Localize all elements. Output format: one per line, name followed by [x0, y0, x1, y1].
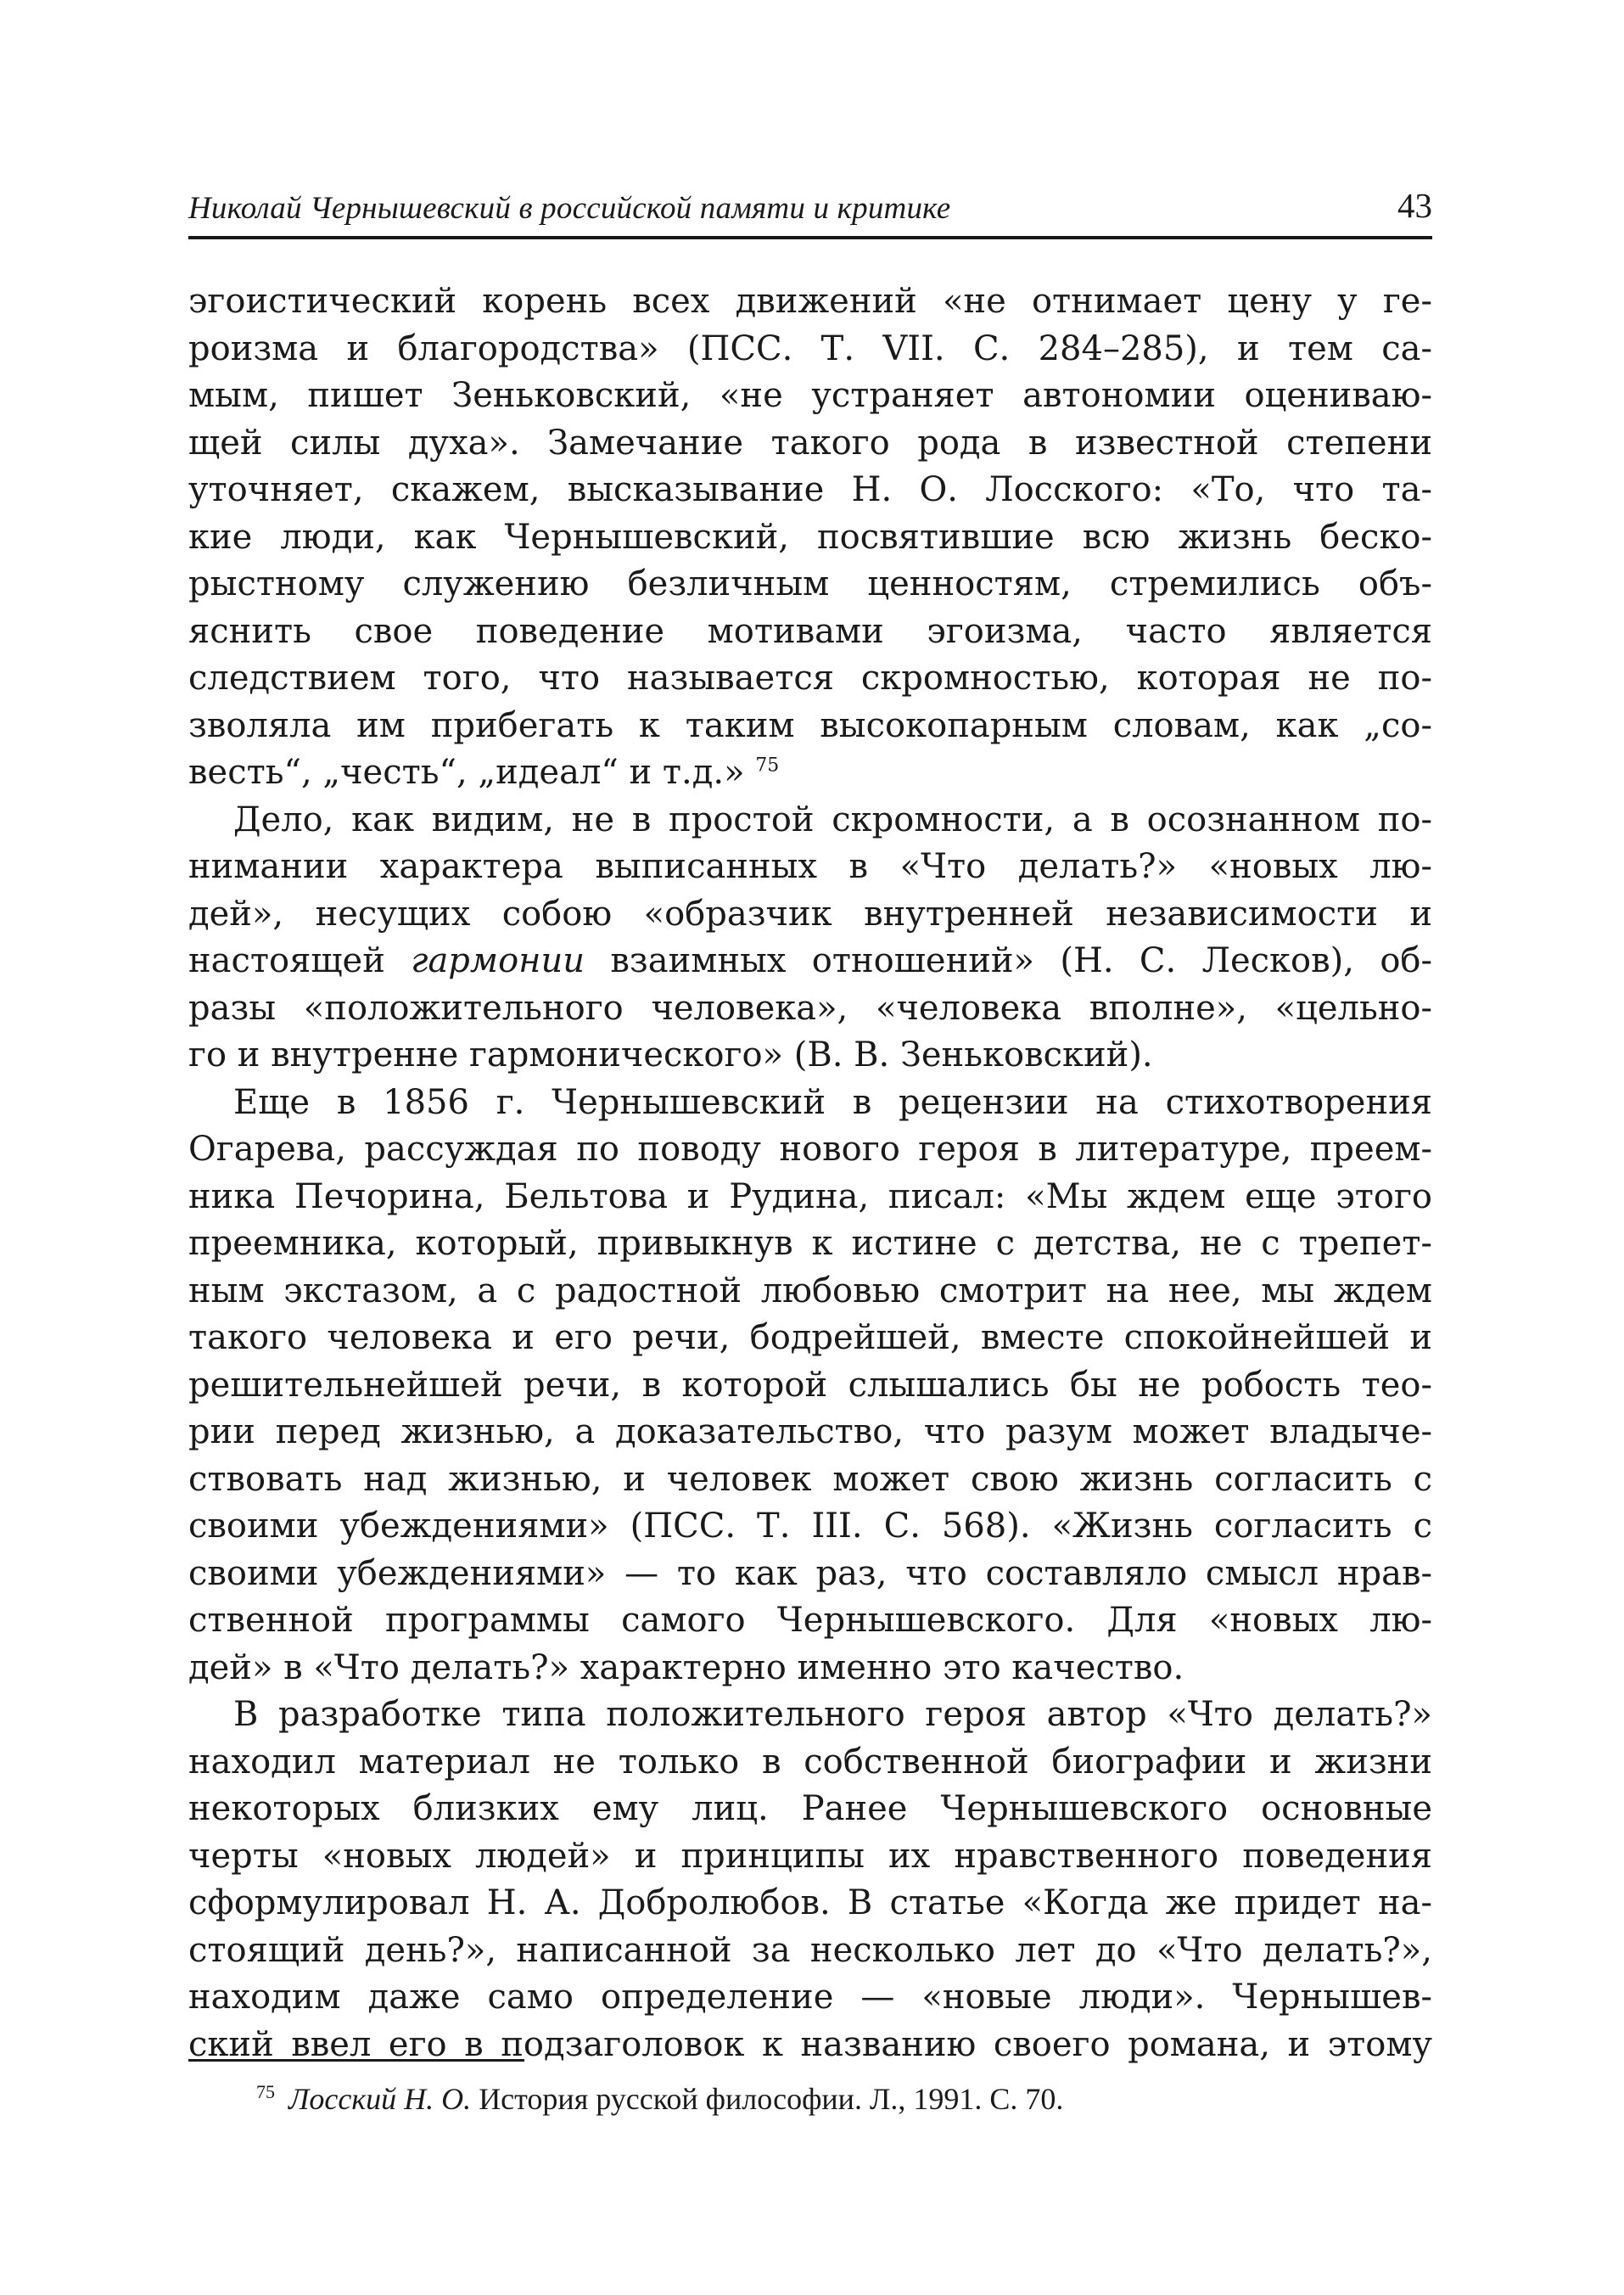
text-line: яснить свое поведение мотивами эгоизма, часто является	[188, 611, 1432, 651]
text-line: Огарева, рассуждая по поводу нового героя в литературе, преем-	[188, 1130, 1432, 1169]
text-line: черты «новых людей» и принципы их нравственного поведения	[188, 1836, 1432, 1876]
paragraph-start: Дело, как видим, не в простой скромности, а в осознанном по-	[233, 800, 1432, 839]
text-fragment: настоящей	[188, 941, 385, 980]
footnote-divider	[188, 2059, 524, 2062]
text-line: ствовать над жизнью, и человек может свою жизнь согласить с	[188, 1459, 1432, 1499]
page-number: 43	[1397, 186, 1432, 225]
paragraph-start: В разработке типа положительного героя автор «Что делать?»	[233, 1695, 1432, 1734]
paragraph-end: дей» в «Что делать?» характерно именно это качество.	[188, 1647, 1184, 1687]
paragraph-start: Еще в 1856 г. Чернышевский в рецензии на стихотворения	[233, 1082, 1432, 1122]
footnote-marker: 75	[256, 2081, 275, 2102]
body-text	[188, 278, 1432, 2068]
text-line: дей», несущих собою «образчик внутренней независимости и	[188, 894, 1432, 934]
text-line: разы «положительного человека», «человека вполне», «цельно-	[188, 988, 1432, 1028]
text-line: своими убеждениями» (ПСС. Т. III. С. 568). «Жизнь согласить с	[188, 1507, 1432, 1546]
text-fragment: взаимных отношений» (Н. С. Лесков), об-	[610, 941, 1433, 980]
text-line: ский ввел его в подзаголовок к названию своего романа, и этому	[188, 2024, 1432, 2064]
text-line-with-note	[188, 749, 1432, 797]
text-line: уточняет, скажем, высказывание Н. О. Лосского: «То, что та-	[188, 470, 1432, 509]
text-line: такого человека и его речи, бодрейшей, вместе спокойнейшей и	[188, 1318, 1432, 1357]
footnote-text: История русской философии. Л., 1991. С. 70.	[479, 2082, 1064, 2116]
text-line: ным экстазом, а с радостной любовью смотрит на нее, мы ждем	[188, 1271, 1432, 1310]
text-line: своими убеждениями» — то как раз, что составляло смысл нрав-	[188, 1553, 1432, 1593]
text-line: сформулировал Н. А. Добролюбов. В статье «Когда же придет на-	[188, 1883, 1432, 1922]
text-line-with-emphasis	[188, 938, 1432, 985]
text-line: рыстному служению безличным ценностям, стремились объ-	[188, 564, 1432, 603]
text-line: мым, пишет Зеньковский, «не устраняет автономии оцениваю-	[188, 376, 1432, 415]
text-line: ника Печорина, Бельтова и Рудина, писал: «Мы ждем еще этого	[188, 1176, 1432, 1216]
text-line: следствием того, что называется скромностью, которая не по-	[188, 659, 1432, 698]
text-line: эгоистический корень всех движений «не отнимает цену у ге-	[188, 282, 1432, 321]
text-line: нимании характера выписанных в «Что делать?» «новых лю-	[188, 847, 1432, 886]
text-line: роизма и благородства» (ПСС. Т. VII. С. 284–285), и тем са-	[188, 328, 1432, 368]
footnote	[256, 2081, 1063, 2117]
text-line: зволяла им прибегать к таким высокопарным словам, как „со-	[188, 705, 1432, 745]
text-line: рии перед жизнью, а доказательство, что разум может владыче-	[188, 1412, 1432, 1451]
paragraph-end: го и внутренне гармонического» (В. В. Зеньковский).	[188, 1035, 1153, 1075]
text-line: стоящий день?», написанной за несколько лет до «Что делать?»,	[188, 1930, 1432, 1970]
text-line: кие люди, как Чернышевский, посвятившие всю жизнь беско-	[188, 517, 1432, 557]
text-line: некоторых близких ему лиц. Ранее Чернышевского основные	[188, 1789, 1432, 1828]
text-line: ственной программы самого Чернышевского. Для «новых лю-	[188, 1601, 1432, 1640]
emphasis-word: гармонии	[411, 941, 585, 980]
running-head	[188, 185, 1432, 239]
footnote-author: Лосский Н. О.	[288, 2082, 472, 2116]
text-fragment: весть“, „честь“, „идеал“ и т.д.»	[188, 753, 745, 792]
text-line: преемника, который, привыкнув к истине с детства, не с трепет-	[188, 1224, 1432, 1263]
text-line: щей силы духа». Замечание такого рода в известной степени	[188, 423, 1432, 463]
running-title: Николай Чернышевский в российской памяти и критике	[188, 191, 951, 226]
text-line: находим даже само определение — «новые люди». Чернышев-	[188, 1978, 1432, 2017]
footnote-reference: 75	[755, 755, 780, 777]
text-line: находил материал не только в собственной биографии и жизни	[188, 1742, 1432, 1782]
text-line: решительнейшей речи, в которой слышались бы не робость тео-	[188, 1365, 1432, 1405]
